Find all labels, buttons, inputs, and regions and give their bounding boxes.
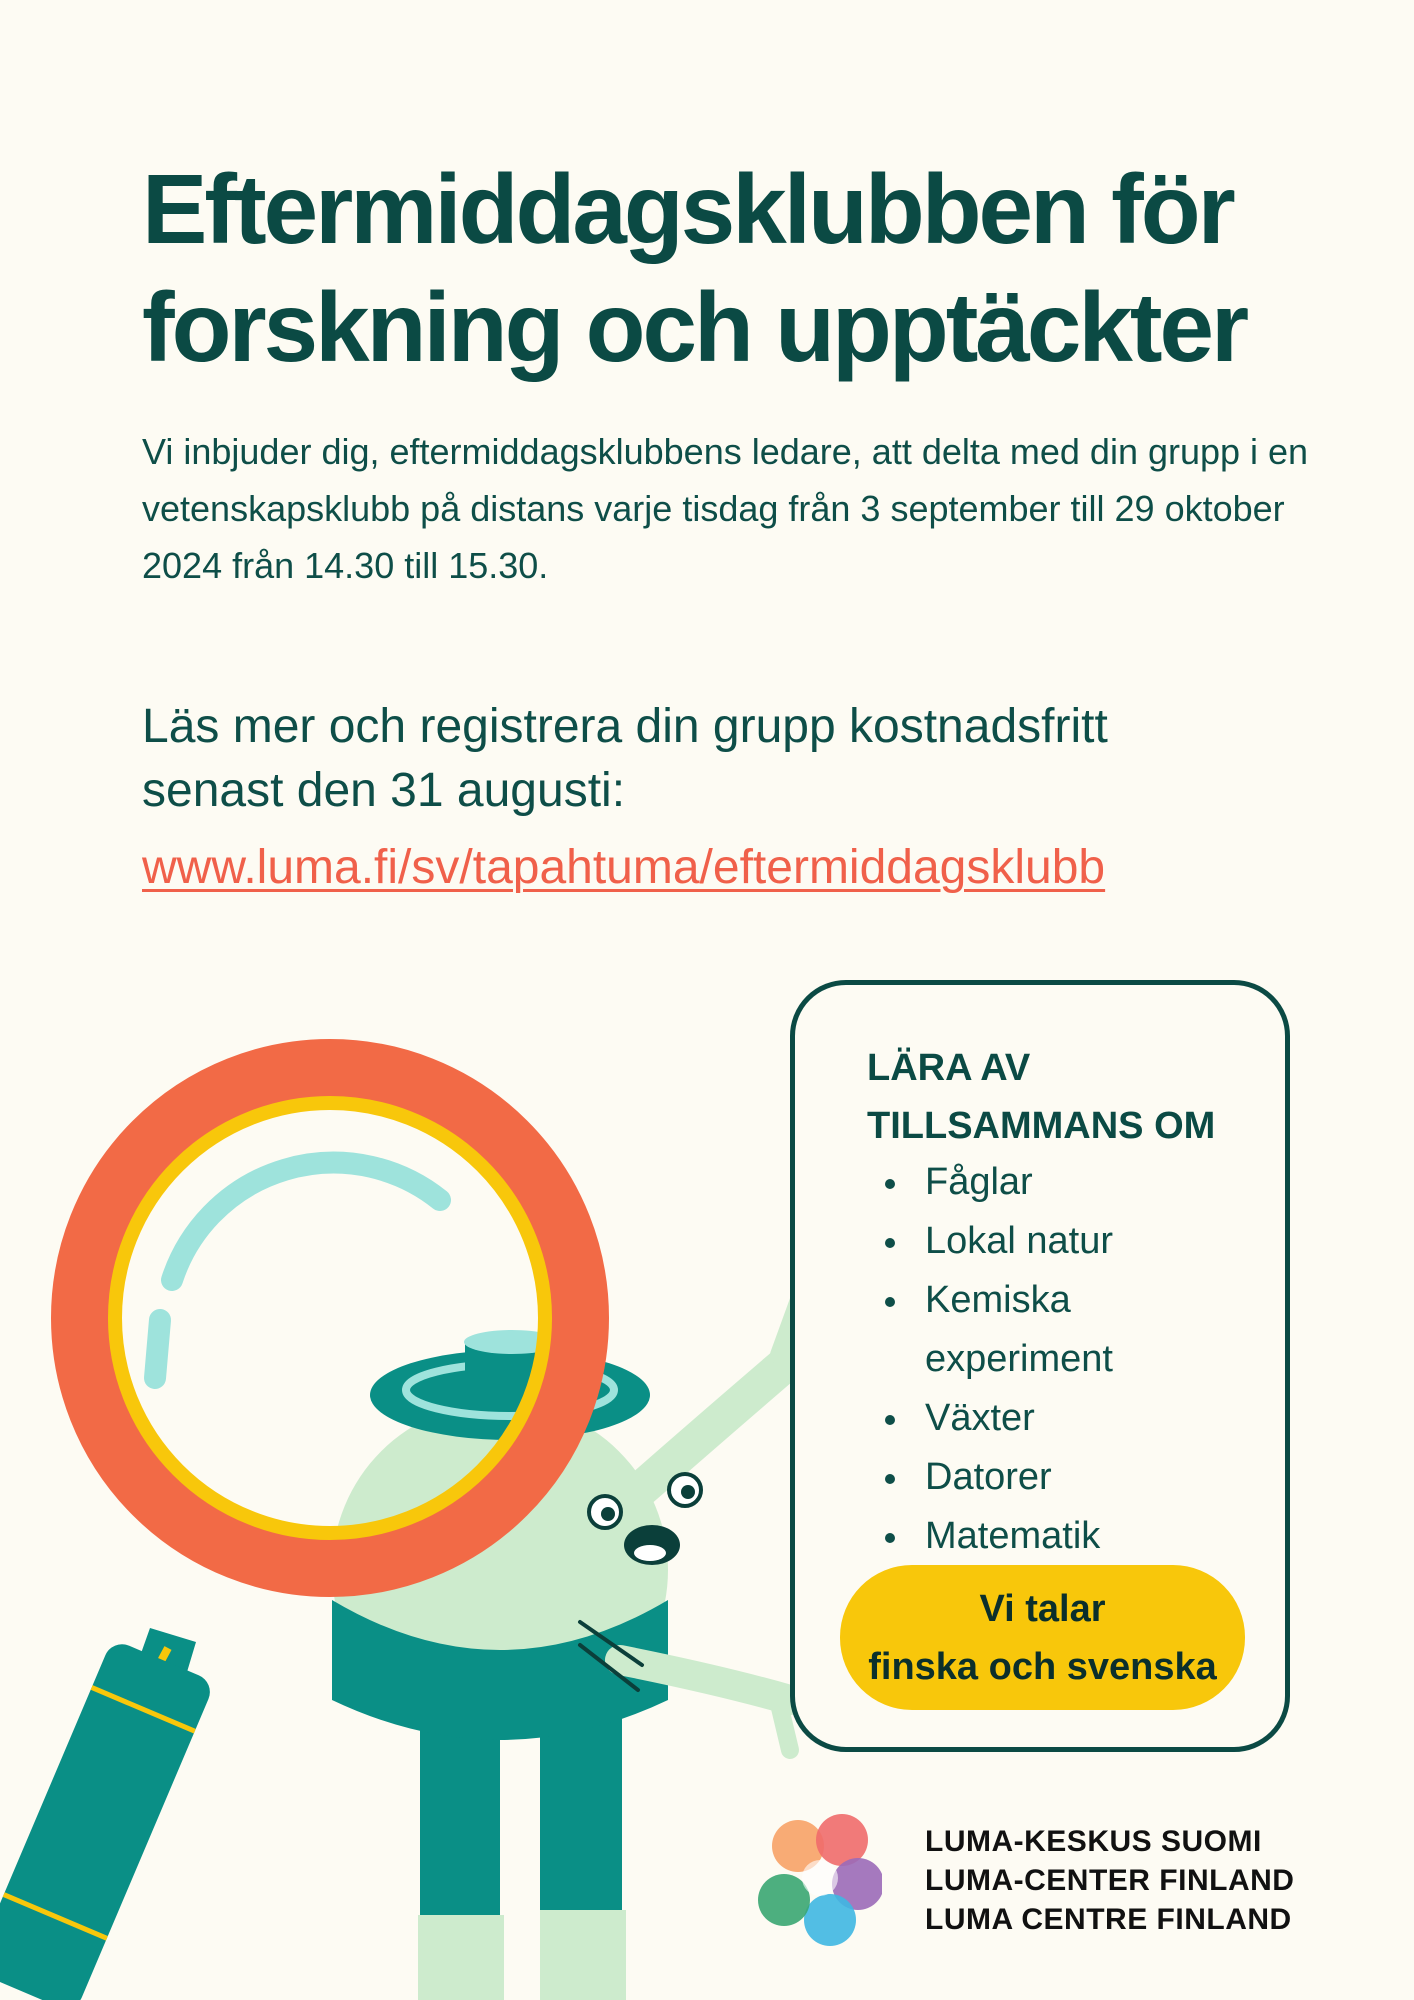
topic-list bbox=[867, 1153, 1225, 1566]
list-item: Fåglar bbox=[867, 1153, 1225, 1212]
list-item: Matematik bbox=[867, 1507, 1225, 1566]
magnifier-icon bbox=[0, 1628, 215, 2000]
register-line-2: senast den 31 augusti: bbox=[142, 764, 626, 817]
register-line-1: Läs mer och registrera din grupp kostnadsfritt bbox=[142, 700, 1108, 753]
registration-link[interactable]: www.luma.fi/sv/tapahtuma/eftermiddagsklubb bbox=[142, 841, 1106, 894]
list-item: Lokal natur bbox=[867, 1212, 1225, 1271]
language-line-1: Vi talar bbox=[979, 1587, 1106, 1630]
intro-paragraph: Vi inbjuder dig, eftermiddagsklubbens ledare, att delta med din grupp i en vetenskapsklubb på distans varje tisdag från 3 september till 29 oktober 2024 från 14.30 till 15.30. bbox=[142, 431, 1309, 586]
card-heading-line-2: TILLSAMMANS OM bbox=[867, 1105, 1216, 1147]
org-name-fi: LUMA-KESKUS SUOMI bbox=[925, 1825, 1262, 1858]
org-name-sv: LUMA-CENTER FINLAND bbox=[925, 1864, 1295, 1897]
title-line-1: Eftermiddagsklubben för bbox=[142, 154, 1233, 264]
list-item: Växter bbox=[867, 1389, 1225, 1448]
organization-names bbox=[925, 1822, 1294, 1939]
title-line-2: forskning och upptäckter bbox=[142, 272, 1247, 382]
card-heading bbox=[867, 1039, 1267, 1155]
luma-logo-icon bbox=[758, 1812, 882, 1952]
list-item: Datorer bbox=[867, 1448, 1225, 1507]
page-title bbox=[142, 150, 1322, 386]
register-text bbox=[142, 695, 1342, 823]
language-badge bbox=[840, 1565, 1245, 1710]
org-name-en: LUMA CENTRE FINLAND bbox=[925, 1903, 1292, 1936]
list-item: Kemiska experiment bbox=[867, 1271, 1225, 1389]
card-heading-line-1: LÄRA AV bbox=[867, 1047, 1031, 1089]
language-line-2: finska och svenska bbox=[868, 1645, 1217, 1688]
magnifier-lens bbox=[80, 1068, 580, 1568]
